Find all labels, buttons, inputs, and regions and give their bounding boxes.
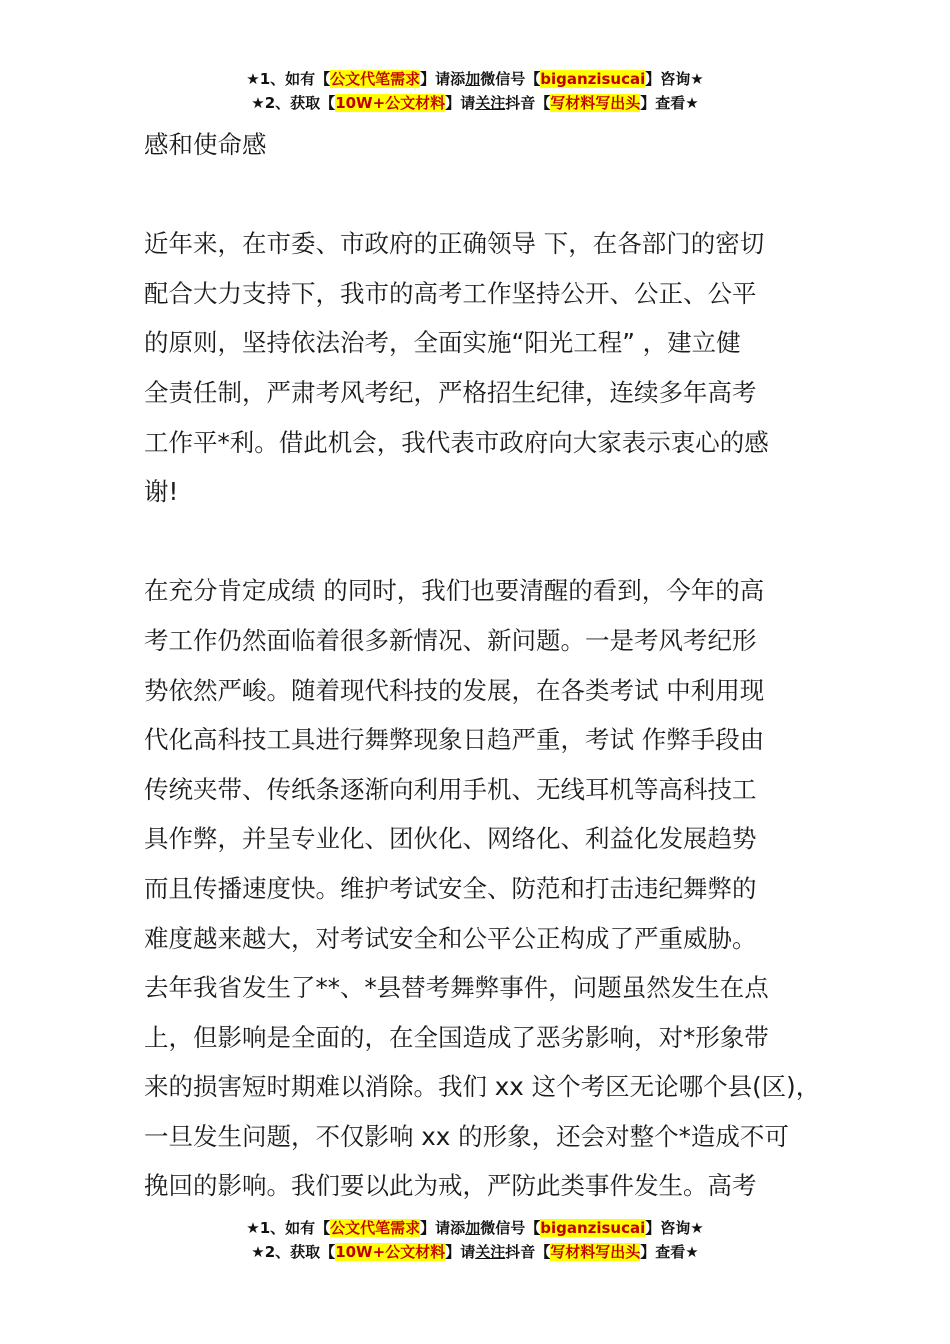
banner-text: ★2、获取【 — [251, 94, 336, 112]
banner-text: 】查看★ — [640, 1243, 699, 1261]
text-line: 去年我省发生了**、*县替考舞弊事件，问题虽然发生在点 — [144, 973, 769, 1003]
banner-text: 】咨询★ — [645, 1219, 704, 1237]
text-line: 感和使命感 — [144, 130, 267, 159]
text-line: 近年来，在市委、市政府的正确领导 下，在各部门的密切 — [144, 229, 765, 259]
banner-text: ★1、如有【 — [246, 70, 331, 88]
text-line: 谢! — [144, 477, 179, 507]
banner-line-1 — [0, 1216, 950, 1240]
banner-text: 抖音【 — [505, 1243, 551, 1261]
text-line: 挽回的影响。我们要以此为戒，严防此类事件发生。高考 — [144, 1171, 757, 1201]
text-line: 全责任制，严肃考风考纪，严格招生纪律，连续多年高考 — [144, 377, 757, 407]
text-line: 配合大力支持下，我市的高考工作坚持公开、公正、公平 — [144, 278, 757, 308]
highlight-keyword: 公文代笔需求 — [330, 70, 421, 88]
text-line: 势依然严峻。随着现代科技的发展，在各类考试 中利用现 — [144, 675, 765, 705]
highlight-douyin-account: 写材料写出头 — [550, 94, 641, 112]
text-line: 难度越来越大，对考试安全和公平公正构成了严重威胁。 — [144, 923, 757, 953]
banner-text: ★1、如有【 — [246, 1219, 331, 1237]
banner-text: 微信号【 — [480, 70, 541, 88]
text-line: 上，但影响是全面的，在全国造成了恶劣影响，对*形象带 — [144, 1022, 769, 1052]
paragraph-1 — [144, 120, 812, 170]
text-line: 来的损害短时期难以消除。我们 xx 这个考区无论哪个县(区)， — [144, 1072, 821, 1102]
highlight-douyin-account: 写材料写出头 — [550, 1243, 641, 1261]
banner-text: 】查看★ — [640, 94, 699, 112]
banner-text: 微信号【 — [480, 1219, 541, 1237]
highlight-wechat-id: biganzisucai — [540, 70, 646, 88]
highlight-wechat-id: biganzisucai — [540, 1219, 646, 1237]
banner-text: 抖音【 — [505, 94, 551, 112]
banner-text: 】咨询★ — [645, 70, 704, 88]
highlight-keyword: 公文代笔需求 — [330, 1219, 421, 1237]
underlined-text: 关注 — [475, 1243, 506, 1261]
text-line: 而且传播速度快。维护考试安全、防范和打击违纪舞弊的 — [144, 873, 757, 903]
underlined-text: 加 — [465, 1219, 481, 1237]
banner-text: 】请添 — [420, 70, 466, 88]
highlight-keyword: 10W+公文材料 — [335, 94, 446, 112]
banner-line-1 — [0, 67, 950, 91]
underlined-text: 关注 — [475, 94, 506, 112]
text-line: 工作平*利。借此机会，我代表市政府向大家表示衷心的感 — [144, 427, 769, 457]
banner-text: ★2、获取【 — [251, 1243, 336, 1261]
text-line: 一旦发生问题，不仅影响 xx 的形象，还会对整个*造成不可 — [144, 1121, 789, 1151]
banner-text: 】请添 — [420, 1219, 466, 1237]
document-body — [144, 120, 821, 1211]
text-line: 在充分肯定成绩 的同时，我们也要清醒的看到，今年的高 — [144, 576, 765, 606]
text-line: 的原则，坚持依法治考，全面实施“阳光工程” ，建立健 — [144, 328, 741, 358]
paragraph-3 — [144, 566, 821, 1211]
footer-banner — [0, 1216, 950, 1264]
banner-text: 】请 — [445, 1243, 476, 1261]
banner-line-2 — [0, 91, 950, 115]
text-line: 代化高科技工具进行舞弊现象日趋严重，考试 作弊手段由 — [144, 725, 765, 755]
text-line: 具作弊，并呈专业化、团伙化、网络化、利益化发展趋势 — [144, 824, 757, 854]
header-banner — [0, 67, 950, 115]
highlight-keyword: 10W+公文材料 — [335, 1243, 446, 1261]
text-line: 传统夹带、传纸条逐渐向利用手机、无线耳机等高科技工 — [144, 774, 757, 804]
banner-line-2 — [0, 1240, 950, 1264]
underlined-text: 加 — [465, 70, 481, 88]
banner-text: 】请 — [445, 94, 476, 112]
text-line: 考工作仍然面临着很多新情况、新问题。一是考风考纪形 — [144, 625, 757, 655]
paragraph-2 — [144, 219, 812, 517]
